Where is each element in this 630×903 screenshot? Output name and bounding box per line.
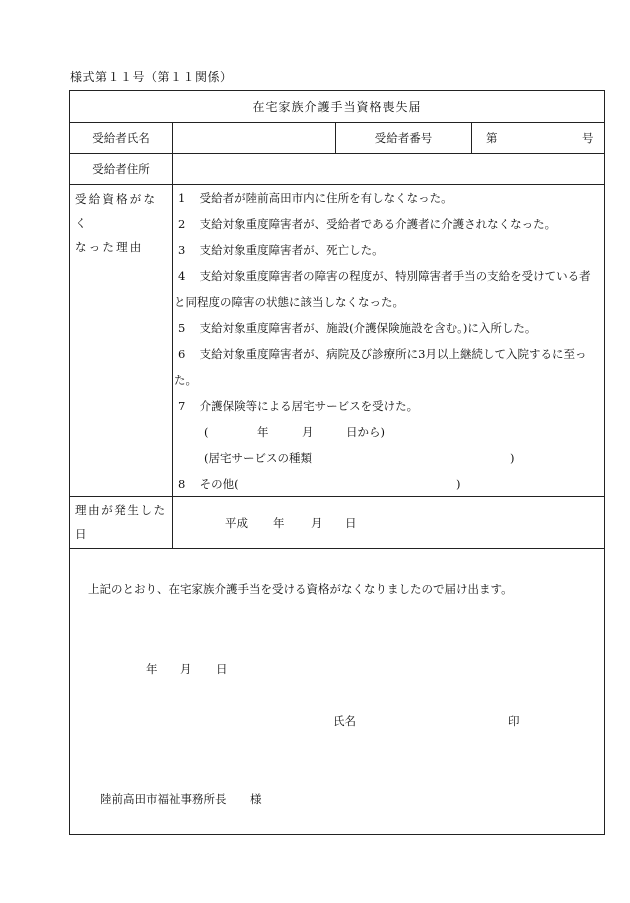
- reason-label-line: 受給資格がなく: [75, 192, 158, 230]
- addressee: 陸前高田市福祉事務所長: [100, 792, 227, 806]
- reason-number: 4: [178, 269, 186, 283]
- reason-item-other[interactable]: [174, 471, 598, 497]
- paren-close: ): [456, 477, 461, 491]
- reason7-date[interactable]: [174, 419, 598, 445]
- reason-text: 支給対象重度障害者が、病院及び診療所に3月以上継続して入院するに至っ: [199, 347, 587, 361]
- reason-item[interactable]: [174, 185, 598, 211]
- reason-text: 支給対象重度障害者が、受給者である介護者に介護されなくなった。: [199, 217, 557, 231]
- date-year: 年: [273, 515, 285, 530]
- occurred-date-label: [75, 498, 171, 546]
- reason-number: 7: [178, 399, 186, 413]
- occurred-label-line: 理由が発生した: [75, 503, 167, 517]
- reason-list: [174, 185, 598, 497]
- number-prefix: 第: [486, 131, 498, 145]
- occurred-label-line: 日: [75, 527, 89, 541]
- rule: [70, 548, 604, 549]
- date-month: 月: [311, 515, 323, 530]
- name-label: 氏名: [333, 714, 356, 728]
- submit-day: 日: [216, 662, 228, 676]
- date-from: 日から): [346, 425, 385, 439]
- reason-number: 3: [178, 243, 186, 257]
- recipient-number-field[interactable]: [472, 123, 606, 153]
- date-year: 年: [257, 425, 269, 439]
- date-day: 日: [345, 515, 357, 530]
- reason-number: 2: [178, 217, 186, 231]
- reason-item[interactable]: [174, 211, 598, 237]
- reason-item[interactable]: [174, 315, 598, 341]
- honorific: 様: [250, 792, 262, 806]
- date-era: 平成: [225, 515, 248, 530]
- reason-number: 8: [178, 477, 186, 491]
- recipient-name-field[interactable]: [173, 123, 335, 153]
- recipient-address-label: 受給者住所: [92, 161, 150, 176]
- form-number: 様式第１１号（第１１関係）: [70, 70, 233, 84]
- reason-continuation: と同程度の障害の状態に該当しなくなった。: [174, 295, 404, 309]
- number-suffix: 号: [582, 131, 594, 145]
- rule: [172, 122, 173, 548]
- submit-month: 月: [180, 662, 192, 676]
- reason-text: 支給対象重度障害者が、死亡した。: [199, 243, 384, 257]
- other-label: その他(: [199, 477, 239, 491]
- reason-continuation: た。: [174, 373, 197, 387]
- reason-item[interactable]: [174, 237, 598, 263]
- recipient-number-label: 受給者番号: [374, 130, 433, 145]
- date-month: 月: [302, 425, 314, 439]
- recipient-name-label: 受給者氏名: [92, 130, 150, 145]
- reason-number: 1: [178, 191, 186, 205]
- seal-label: 印: [508, 714, 520, 728]
- reason-text: 受給者が陸前高田市内に住所を有しなくなった。: [199, 191, 453, 205]
- reason-text: 支給対象重度障害者が、施設(介護保険施設を含む。)に入所した。: [199, 321, 537, 335]
- reason-item[interactable]: [174, 341, 598, 367]
- reason-text: 支給対象重度障害者の障害の程度が、特別障害者手当の支給を受けている者: [199, 269, 591, 283]
- reason-number: 6: [178, 347, 186, 361]
- reason7-service[interactable]: [174, 445, 598, 471]
- recipient-address-field[interactable]: [173, 154, 604, 184]
- service-type-label: (居宅サービスの種類: [204, 451, 312, 465]
- reason-item[interactable]: [174, 263, 598, 289]
- form-sheet: [69, 90, 605, 835]
- paren-open: (: [204, 425, 209, 439]
- reason-label-line: なった理由: [75, 240, 144, 254]
- reason-number: 5: [178, 321, 186, 335]
- paren-close: ): [510, 451, 515, 465]
- occurred-date-field[interactable]: [173, 497, 604, 548]
- reason-label: [75, 187, 169, 259]
- reason-text: 介護保険等による居宅サービスを受けた。: [199, 399, 419, 413]
- form-title: 在宅家族介護手当資格喪失届: [252, 100, 422, 114]
- submit-year: 年: [146, 662, 158, 676]
- reason-item[interactable]: [174, 393, 598, 419]
- statement-text: 上記のとおり、在宅家族介護手当を受ける資格がなくなりましたので届け出ます。: [88, 582, 513, 596]
